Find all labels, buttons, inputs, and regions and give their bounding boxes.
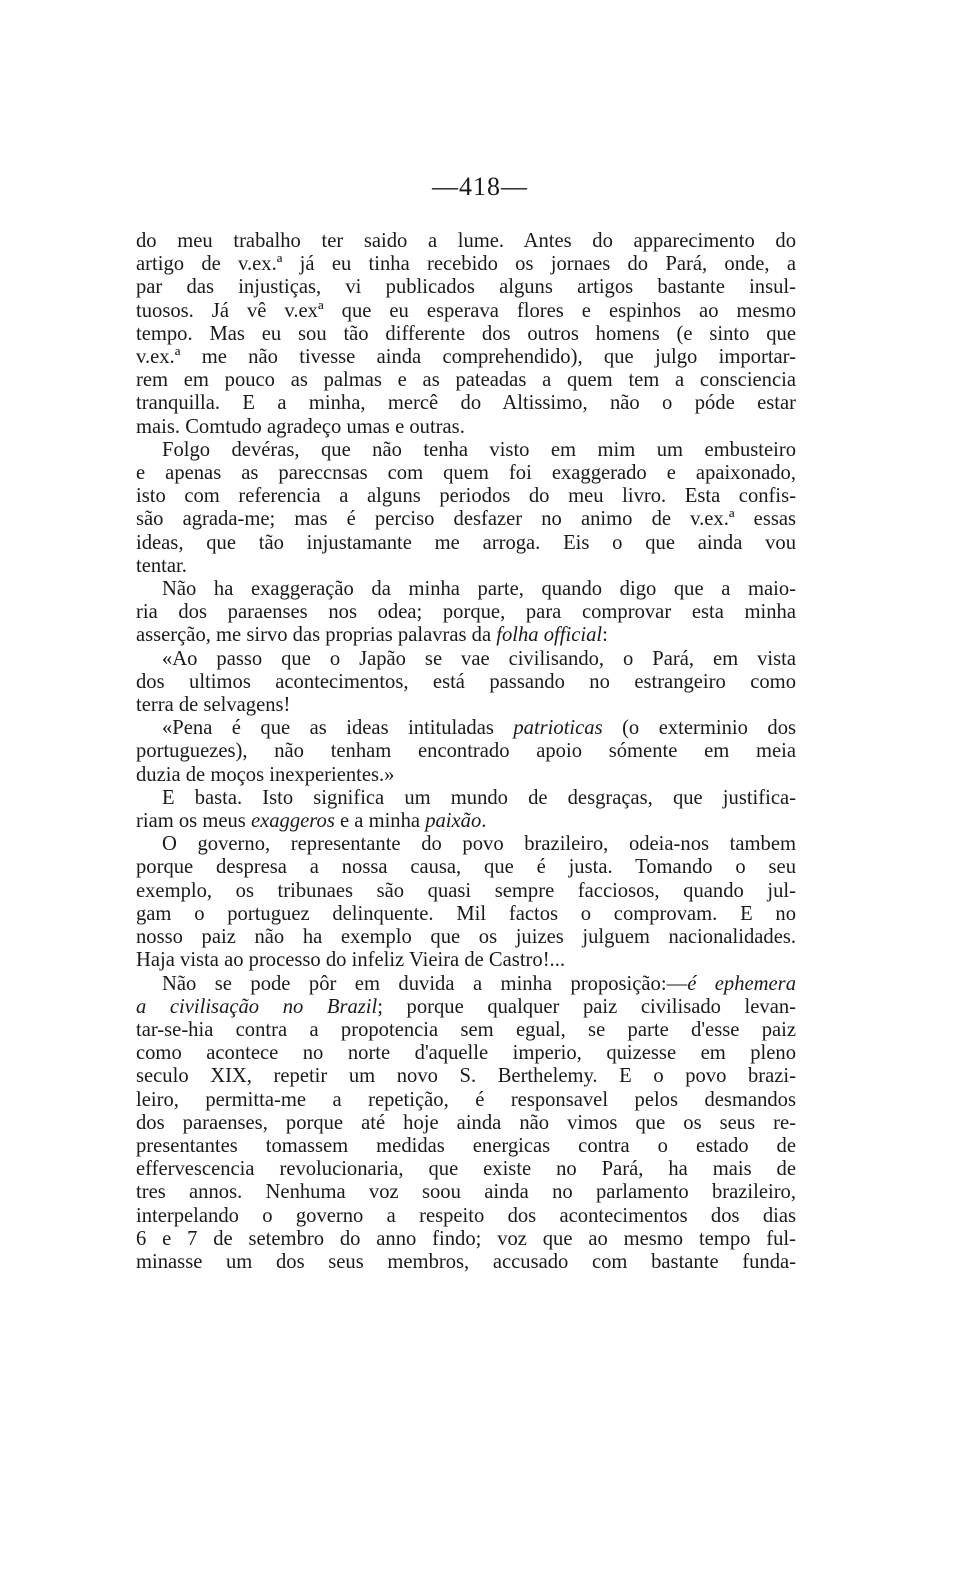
- quote-line: terra de selvagens!: [136, 694, 291, 717]
- text-line: par das injustiças, vi publicados alguns artigos bastante insul-: [136, 276, 796, 299]
- text-line: minasse um dos seus membros, accusado com bastante funda-: [136, 1250, 796, 1273]
- text-line: mais. Comtudo agradeço umas e outras.: [136, 415, 465, 438]
- text-line: tar-se-hia contra a propotencia sem egual, se parte d'esse paiz: [136, 1018, 796, 1041]
- quote-line: «Pena é que as ideas intituladas patrioticas (o exterminio dos: [162, 717, 797, 740]
- text-line: effervescencia revolucionaria, que existe no Pará, ha mais de: [136, 1158, 796, 1181]
- text-line: interpelando o governo a respeito dos acontecimentos dos dias: [136, 1204, 796, 1227]
- text-line: 6 e 7 de setembro do anno findo; voz que ao mesmo tempo ful-: [136, 1227, 796, 1250]
- text-line: v.ex.ª me não tivesse ainda comprehendido), que julgo importar-: [136, 346, 796, 369]
- text-line: são agrada-me; mas é perciso desfazer no animo de v.ex.ª essas: [136, 508, 796, 531]
- quote-line: «Ao passo que o Japão se vae civilisando, o Pará, em vista: [162, 647, 796, 670]
- text-line: dos paraenses, porque até hoje ainda não vimos que os seus re-: [136, 1111, 796, 1134]
- text-line: artigo de v.ex.ª já eu tinha recebido os jornaes do Pará, onde, a: [136, 253, 796, 276]
- text-line: porque despresa a nossa causa, que é justa. Tomando o seu: [136, 856, 796, 879]
- text-line: O governo, representante do povo brazileiro, odeia-nos tambem: [162, 833, 796, 856]
- quote-line: portuguezes), não tenham encontrado apoio sómente em meia: [136, 740, 796, 763]
- text-line: e apenas as pareccnsas com quem foi exaggerado e apaixonado,: [136, 462, 796, 485]
- text-line: exemplo, os tribunaes são quasi sempre facciosos, quando jul-: [136, 879, 796, 902]
- text-line: nosso paiz não ha exemplo que os juizes julguem nacionalidades.: [136, 926, 796, 949]
- text-line: E basta. Isto significa um mundo de desgraças, que justifica-: [162, 786, 796, 809]
- text-line: tuosos. Já vê v.exª que eu esperava flores e espinhos ao mesmo: [136, 299, 796, 322]
- text-line: tempo. Mas eu sou tão differente dos outros homens (e sinto que: [136, 322, 796, 345]
- page-number: —418—: [432, 172, 528, 201]
- text-line: leiro, permitta-me a repetição, é responsavel pelos desmandos: [136, 1088, 796, 1111]
- text-line: Não se pode pôr em duvida a minha proposição:—é ephemera: [162, 972, 796, 995]
- body-text: [136, 230, 796, 1274]
- quote-line: duzia de moços inexperientes.»: [136, 763, 395, 786]
- text-line: tentar.: [136, 554, 187, 577]
- text-line: isto com referencia a alguns periodos do meu livro. Esta confis-: [136, 485, 796, 508]
- text-line: Folgo devéras, que não tenha visto em mim um embusteiro: [162, 438, 796, 461]
- text-line: rem em pouco as palmas e as pateadas a quem tem a consciencia: [136, 369, 796, 392]
- text-line: como acontece no norte d'aquelle imperio, quizesse em pleno: [136, 1042, 796, 1065]
- text-line: seculo XIX, repetir um novo S. Berthelemy. E o povo brazi-: [136, 1065, 796, 1088]
- text-line: Não ha exaggeração da minha parte, quando digo que a maio-: [162, 578, 796, 601]
- text-line: do meu trabalho ter saido a lume. Antes do apparecimento do: [136, 230, 796, 252]
- text-line: a civilisação no Brazil; porque qualquer paiz civilisado levan-: [136, 995, 796, 1018]
- text-line: ria dos paraenses nos odea; porque, para comprovar esta minha: [136, 601, 796, 624]
- text-line: tres annos. Nenhuma voz soou ainda no parlamento brazileiro,: [136, 1181, 796, 1204]
- text-line: tranquilla. E a minha, mercê do Altissimo, não o póde estar: [136, 392, 796, 415]
- quote-line: dos ultimos acontecimentos, está passando no estrangeiro como: [136, 670, 796, 693]
- text-line: ideas, que tão injustamante me arroga. Eis o que ainda vou: [136, 531, 796, 554]
- text-line: riam os meus exaggeros e a minha paixão.: [136, 810, 487, 833]
- text-line: gam o portuguez delinquente. Mil factos o comprovam. E no: [136, 902, 796, 925]
- text-line: Haja vista ao processo do infeliz Vieira de Castro!...: [136, 949, 565, 972]
- text-line: presentantes tomassem medidas energicas contra o estado de: [136, 1134, 796, 1157]
- text-line: asserção, me sirvo das proprias palavras da folha official:: [136, 624, 608, 647]
